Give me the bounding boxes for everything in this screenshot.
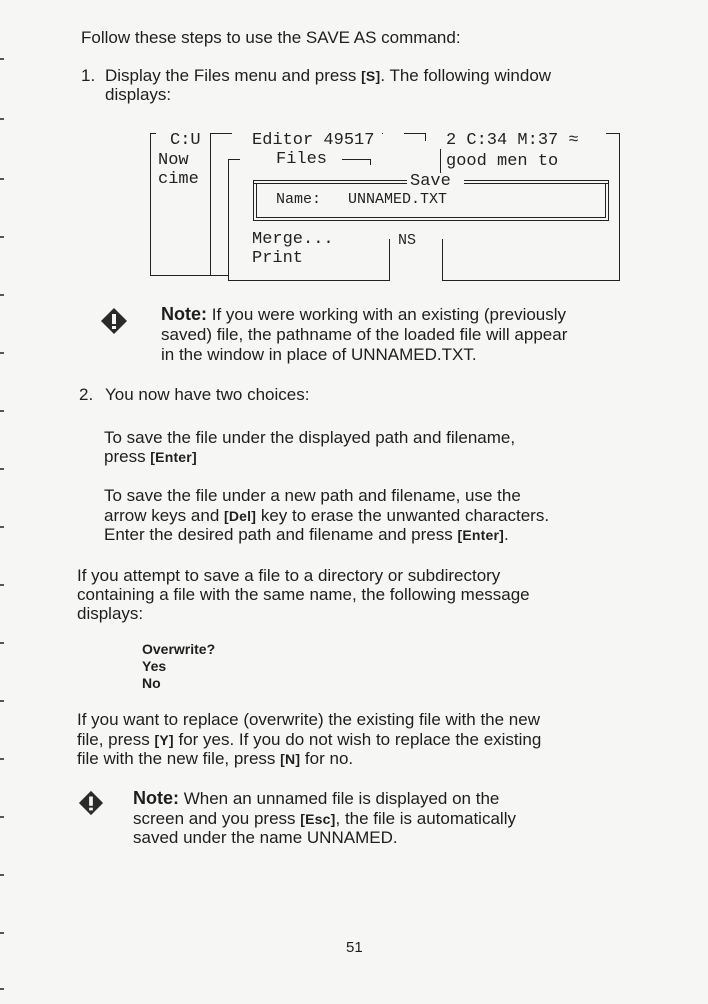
note2-line3: saved under the name UNNAMED. <box>133 828 398 847</box>
message-yes: Yes <box>142 658 167 674</box>
key-del: [Del] <box>224 508 257 524</box>
key-y: [Y] <box>154 732 174 748</box>
note1-line2: saved) file, the pathname of the loaded file will appear <box>161 325 568 344</box>
screen-text-now: Now <box>158 151 189 170</box>
message-no: No <box>142 675 161 691</box>
menu-item-merge: Merge... <box>252 230 334 249</box>
replace-line3: file with the new file, press [N] for no. <box>77 749 354 768</box>
step1-text-line2: displays: <box>105 85 172 104</box>
note-label: Note: <box>133 788 179 808</box>
attempt-line2: containing a file with the same name, the following message <box>77 585 530 604</box>
intro-text: Follow these steps to use the SAVE AS command: <box>81 28 461 47</box>
name-field-value: UNNAMED.TXT <box>348 191 448 208</box>
replace-line1: If you want to replace (overwrite) the existing file with the new <box>77 710 540 729</box>
key-esc: [Esc] <box>300 811 336 827</box>
choice1-line1: To save the file under the displayed path and filename, <box>104 428 516 447</box>
menu-item-print: Print <box>252 249 304 268</box>
note2-line2: screen and you press [Esc], the file is automatically <box>133 809 516 828</box>
choice2-line1: To save the file under a new path and filename, use the <box>104 486 521 505</box>
message-overwrite: Overwrite? <box>142 641 216 657</box>
save-dialog-title: Save <box>410 172 451 191</box>
editor-screen-figure <box>148 127 622 283</box>
choice2-line3: Enter the desired path and filename and press [Enter]. <box>104 525 509 544</box>
step-number: 2. <box>79 385 94 404</box>
key-enter: [Enter] <box>457 527 504 543</box>
choice1-line2: press [Enter] <box>104 447 197 466</box>
note1-line3: in the window in place of UNNAMED.TXT. <box>161 345 477 364</box>
warning-icon <box>78 790 104 816</box>
step1-text: Display the Files menu and press [S]. The following window <box>105 66 552 85</box>
warning-icon <box>100 307 128 335</box>
attempt-line3: displays: <box>77 604 144 623</box>
screen-text-cime: cime <box>158 170 199 189</box>
key-s: [S] <box>361 68 381 84</box>
step-number: 1. <box>81 66 96 85</box>
replace-line2: file, press [Y] for yes. If you do not wish to replace the existing <box>77 730 542 749</box>
key-enter: [Enter] <box>150 449 197 465</box>
name-field-label: Name: <box>276 191 322 208</box>
screen-text-good: good men to <box>446 152 559 171</box>
attempt-line1: If you attempt to save a file to a directory or subdirectory <box>77 566 501 585</box>
choice2-line2: arrow keys and [Del] key to erase the unwanted characters. <box>104 506 550 525</box>
screen-drive-label: C:U <box>170 131 201 150</box>
page-number: 51 <box>346 939 363 956</box>
editor-title: Editor 49517 <box>252 131 375 150</box>
step2-text: You now have two choices: <box>105 385 310 404</box>
note-label: Note: <box>161 304 207 324</box>
files-menu-title: Files <box>276 150 328 169</box>
note2: Note: When an unnamed file is displayed on the <box>133 788 500 808</box>
editor-status: 2 C:34 M:37 ≈ <box>446 131 579 150</box>
screen-text-ns: NS <box>398 232 417 249</box>
key-n: [N] <box>280 751 301 767</box>
note1: Note: If you were working with an existing (previously <box>161 304 567 324</box>
